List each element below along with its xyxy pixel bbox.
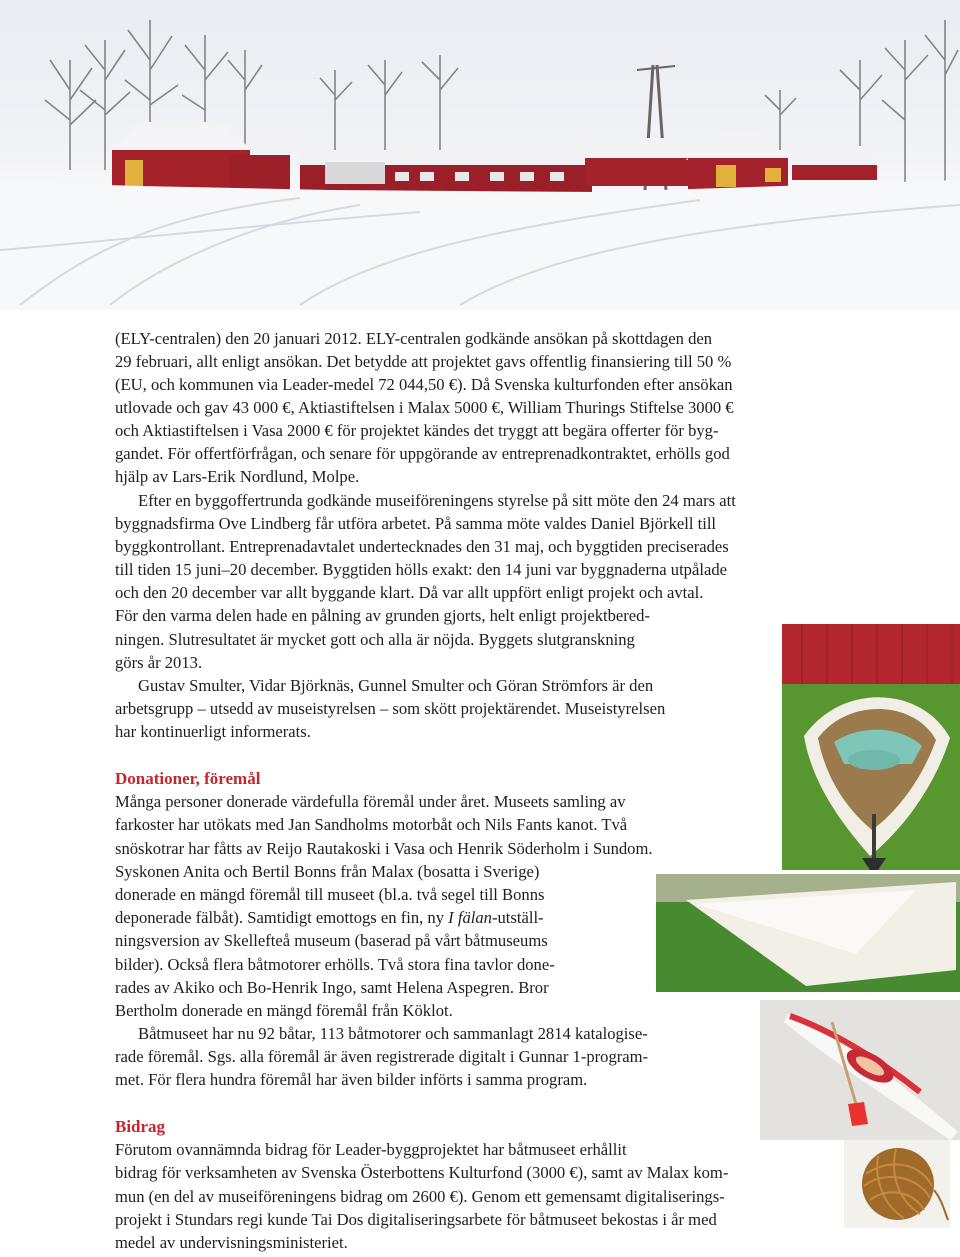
body-line: Många personer donerade värdefulla föremål under året. Museets samling av — [115, 792, 626, 811]
twine-ball-illustration — [844, 1140, 950, 1228]
body-line: byggkontrollant. Entreprenadavtalet undertecknades den 31 maj, och byggtiden preciserades — [115, 537, 729, 556]
sail-illustration — [656, 874, 960, 992]
winter-museum-photo — [0, 0, 960, 310]
body-line: ningen. Slutresultatet är mycket gott och alla är nöjda. Byggets slutgranskning — [115, 630, 635, 649]
body-line: Syskonen Anita och Bertil Bonns från Malax (bosatta i Sverige) — [115, 862, 540, 881]
body-line: projekt i Stundars regi kunde Tai Dos digitaliseringsarbete för båtmuseet bekostas i år med — [115, 1210, 717, 1229]
body-line: rade föremål. Sgs. alla föremål är även registrerade digitalt i Gunnar 1-program- — [115, 1047, 649, 1066]
body-line: Förutom ovannämnda bidrag för Leader-byggprojektet har båtmuseet erhållit — [115, 1140, 627, 1159]
section-heading-donationer: Donationer, föremål — [115, 769, 261, 788]
body-line: Efter en byggoffertrunda godkände museiföreningens styrelse på sitt möte den 24 mars att — [138, 491, 736, 510]
body-line: och Aktiastiftelsen i Vasa 2000 € för projektet kändes det tryggt att begära offerter för byg- — [115, 421, 719, 440]
body-line: rades av Akiko och Bo-Henrik Ingo, samt Helena Aspegren. Bror — [115, 978, 549, 997]
body-line: För den varma delen hade en pålning av grunden gjorts, helt enligt projektbered- — [115, 606, 650, 625]
kayak-photo — [760, 1000, 960, 1140]
body-line: görs år 2013. — [115, 653, 203, 672]
body-line: medel av undervisningsministeriet. — [115, 1233, 348, 1252]
body-line: snöskotrar har fåtts av Reijo Rautakoski i Vasa och Henrik Söderholm i Sundom. — [115, 839, 653, 858]
kayak-illustration — [760, 1000, 960, 1140]
rowing-boat-photo — [782, 624, 960, 870]
body-line: bilder). Också flera båtmotorer erhölls. Två stora fina tavlor done- — [115, 955, 555, 974]
body-line: ningsversion av Skellefteå museum (baserad på vårt båtmuseums — [115, 931, 548, 950]
body-line: 29 februari, allt enligt ansökan. Det betydde att projektet gavs offentlig finansiering till 50 % — [115, 352, 732, 371]
body-line: bidrag för verksamheten av Svenska Österbottens Kulturfond (3000 €), samt av Malax kom- — [115, 1163, 729, 1182]
body-line: gandet. För offertförfrågan, och senare för uppgörande av entreprenadkontraktet, erhölls god — [115, 444, 730, 463]
body-line: utlovade och gav 43 000 €, Aktiastiftelsen i Malax 5000 €, William Thurings Stiftelse 3000 € — [115, 398, 734, 417]
body-line: hjälp av Lars-Erik Nordlund, Molpe. — [115, 467, 360, 486]
body-line: donerade en mängd föremål till museet (bl.a. två segel till Bonns — [115, 885, 545, 904]
winter-scene-illustration — [0, 0, 960, 310]
body-line: Båtmuseet har nu 92 båtar, 113 båtmotorer och sammanlagt 2814 katalogise- — [138, 1024, 648, 1043]
body-line: till tiden 15 juni–20 december. Byggtiden hölls exakt: den 14 juni var byggnaderna utpålade — [115, 560, 727, 579]
body-line: Bertholm donerade en mängd föremål från Köklot. — [115, 1001, 453, 1020]
body-line: (ELY-centralen) den 20 januari 2012. ELY-centralen godkände ansökan på skottdagen den — [115, 329, 713, 348]
body-line: byggnadsfirma Ove Lindberg får utföra arbetet. På samma möte valdes Daniel Björkell till — [115, 514, 717, 533]
body-line: har kontinuerligt informerats. — [115, 722, 311, 741]
section-heading-bidrag: Bidrag — [115, 1117, 166, 1136]
body-line-text: -utställ- — [491, 908, 544, 927]
body-line: farkoster har utökats med Jan Sandholms motorbåt och Nils Fants kanot. Två — [115, 815, 628, 834]
body-line: met. För flera hundra föremål har även bilder införts i samma program. — [115, 1070, 588, 1089]
twine-ball-photo — [844, 1140, 950, 1228]
body-line — [115, 906, 544, 929]
body-line: mun (en del av museiföreningens bidrag om 2600 €). Genom ett gemensamt digitaliserings- — [115, 1187, 725, 1206]
rowing-boat-illustration — [782, 624, 960, 870]
body-line: arbetsgrupp – utsedd av museistyrelsen – som skött projektärendet. Museistyrelsen — [115, 699, 666, 718]
body-line: och den 20 december var allt byggande klart. Då var allt uppfört enligt projekt och avtal. — [115, 583, 704, 602]
body-line-text: deponerade fälbåt). Samtidigt emottogs en fin, ny — [115, 908, 449, 927]
body-line: Gustav Smulter, Vidar Björknäs, Gunnel Smulter och Göran Strömfors är den — [138, 676, 654, 695]
body-line: (EU, och kommunen via Leader-medel 72 044,50 €). Då Svenska kulturfonden efter ansökan — [115, 375, 733, 394]
italic-title: I fälan — [448, 908, 492, 927]
sail-photo — [656, 874, 960, 992]
